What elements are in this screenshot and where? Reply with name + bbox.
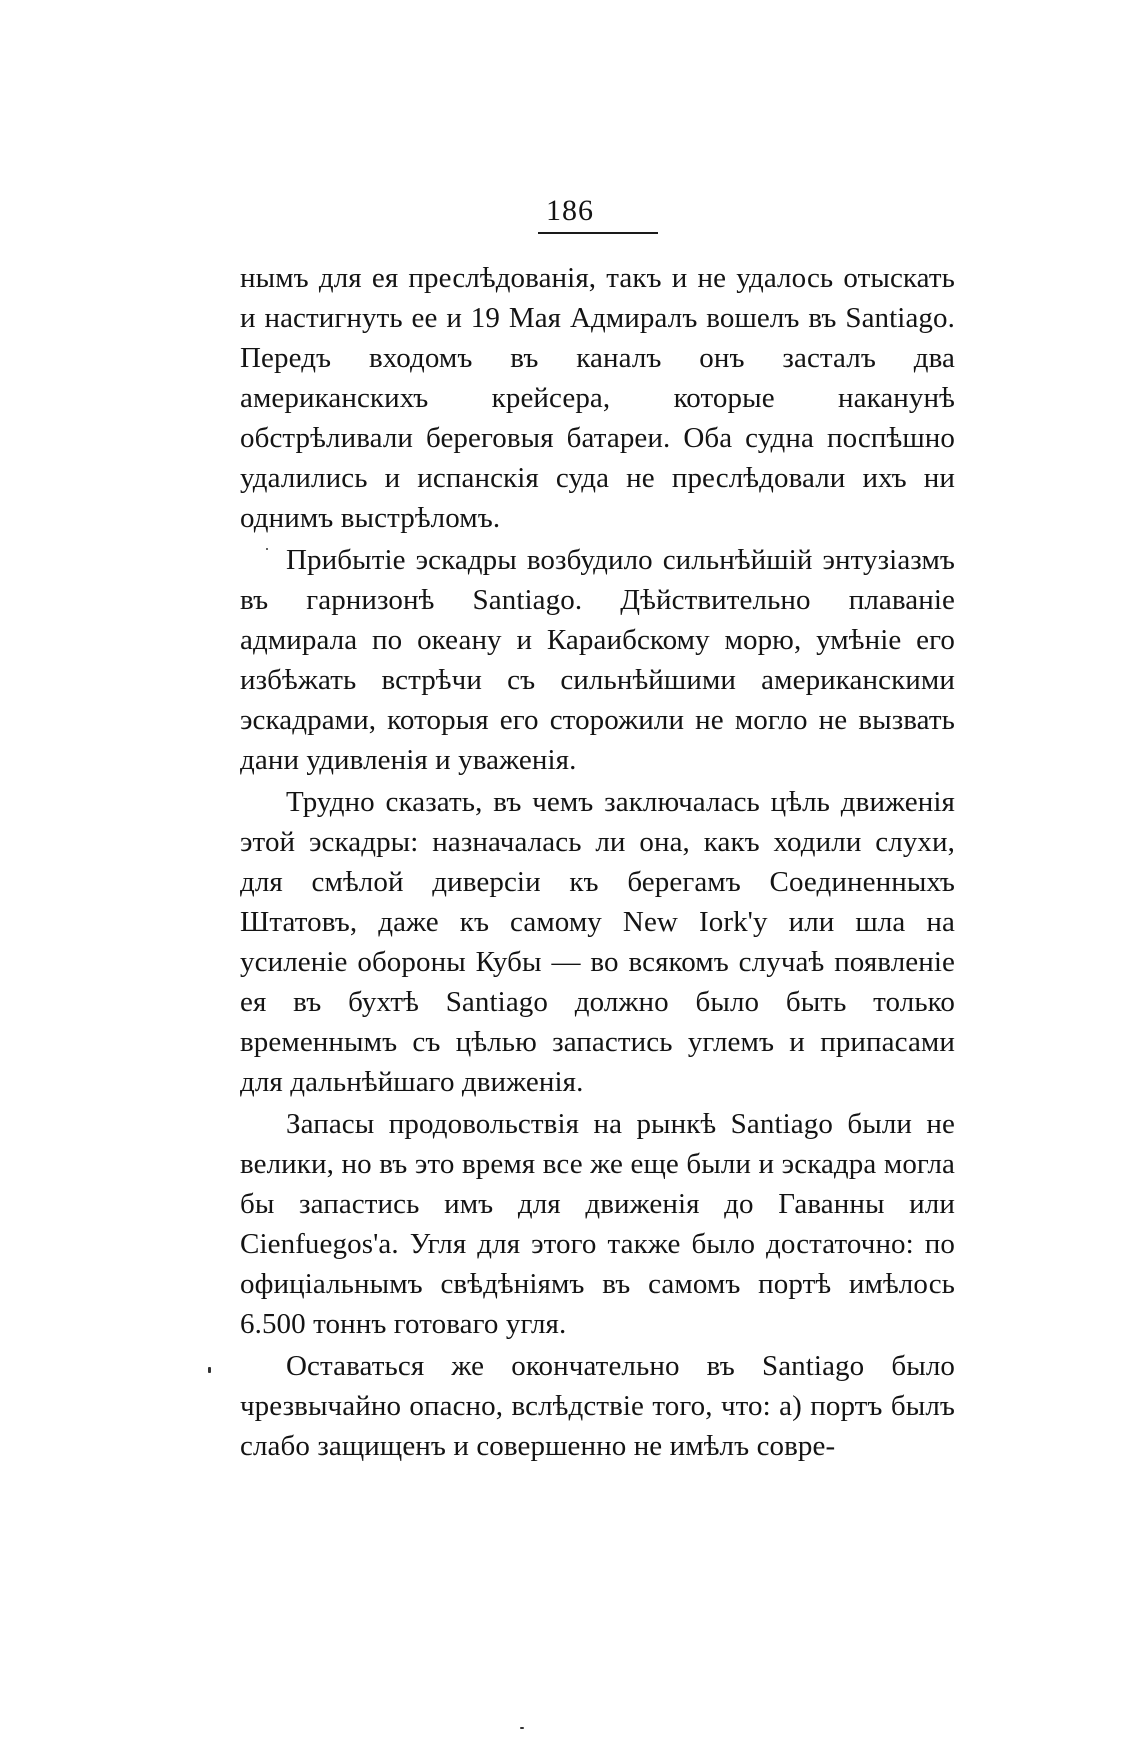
paragraph-danger: Оставаться же окончательно въ Santiago было чрезвычайно опасно, вслѣдствіе того, что: а) портъ былъ слабо защищенъ и совершенно не имѣлъ совре- [240, 1350, 955, 1462]
scan-speck [208, 1367, 211, 1373]
paragraph-squadron-arrival: Прибытіе эскадры возбудило сильнѣйшій энтузіазмъ въ гарнизонѣ Santiago. Дѣйствительно плаваніе адмирала по океану и Караибскому морю, умѣніе его избѣжать встрѣчи съ сильнѣйшими американскими эскадрами, которыя его сторожили не могло не вызвать дани удивленія и уваженія. [240, 544, 955, 776]
paragraph-continued: нымъ для ея преслѣдованія, такъ и не удалось отыскать и настигнуть ее и 19 Мая Адмиралъ вошелъ въ Santiago. Передъ входомъ въ каналъ онъ засталъ два американскихъ крейсера, которые наканунѣ обстрѣливали береговыя батареи. Оба судна поспѣшно удалились и испанскія суда не преслѣдовали ихъ ни однимъ выстрѣломъ. [240, 262, 955, 534]
page-header [0, 194, 1140, 228]
paragraph-squadron-purpose: Трудно сказать, въ чемъ заключалась цѣль движенія этой эскадры: назначалась ли она, какъ ходили слухи, для смѣлой диверсіи къ берегамъ Соединенныхъ Штатовъ, даже къ самому New Iork'у или шла на усиленіе обороны Кубы — во всякомъ случаѣ появленіе ея въ бухтѣ Santiago должно было быть только временнымъ съ цѣлью запастись углемъ и припасами для дальнѣйшаго движенія. [240, 786, 955, 1098]
scan-speck [520, 1727, 524, 1729]
page-body [240, 258, 955, 1466]
header-rule [538, 232, 658, 234]
paragraph-provisions: Запасы продовольствія на рынкѣ Santiago были не велики, но въ это время все же еще были и эскадра могла бы запастись имъ для движенія до Гаванны или Cienfuegos'а. Угля для этого также было достаточно: по офиціальнымъ свѣдѣніямъ въ самомъ портѣ имѣлось 6.500 тоннъ готоваго угля. [240, 1108, 955, 1340]
scan-speck [266, 548, 268, 550]
page-number: 186 [546, 194, 594, 227]
